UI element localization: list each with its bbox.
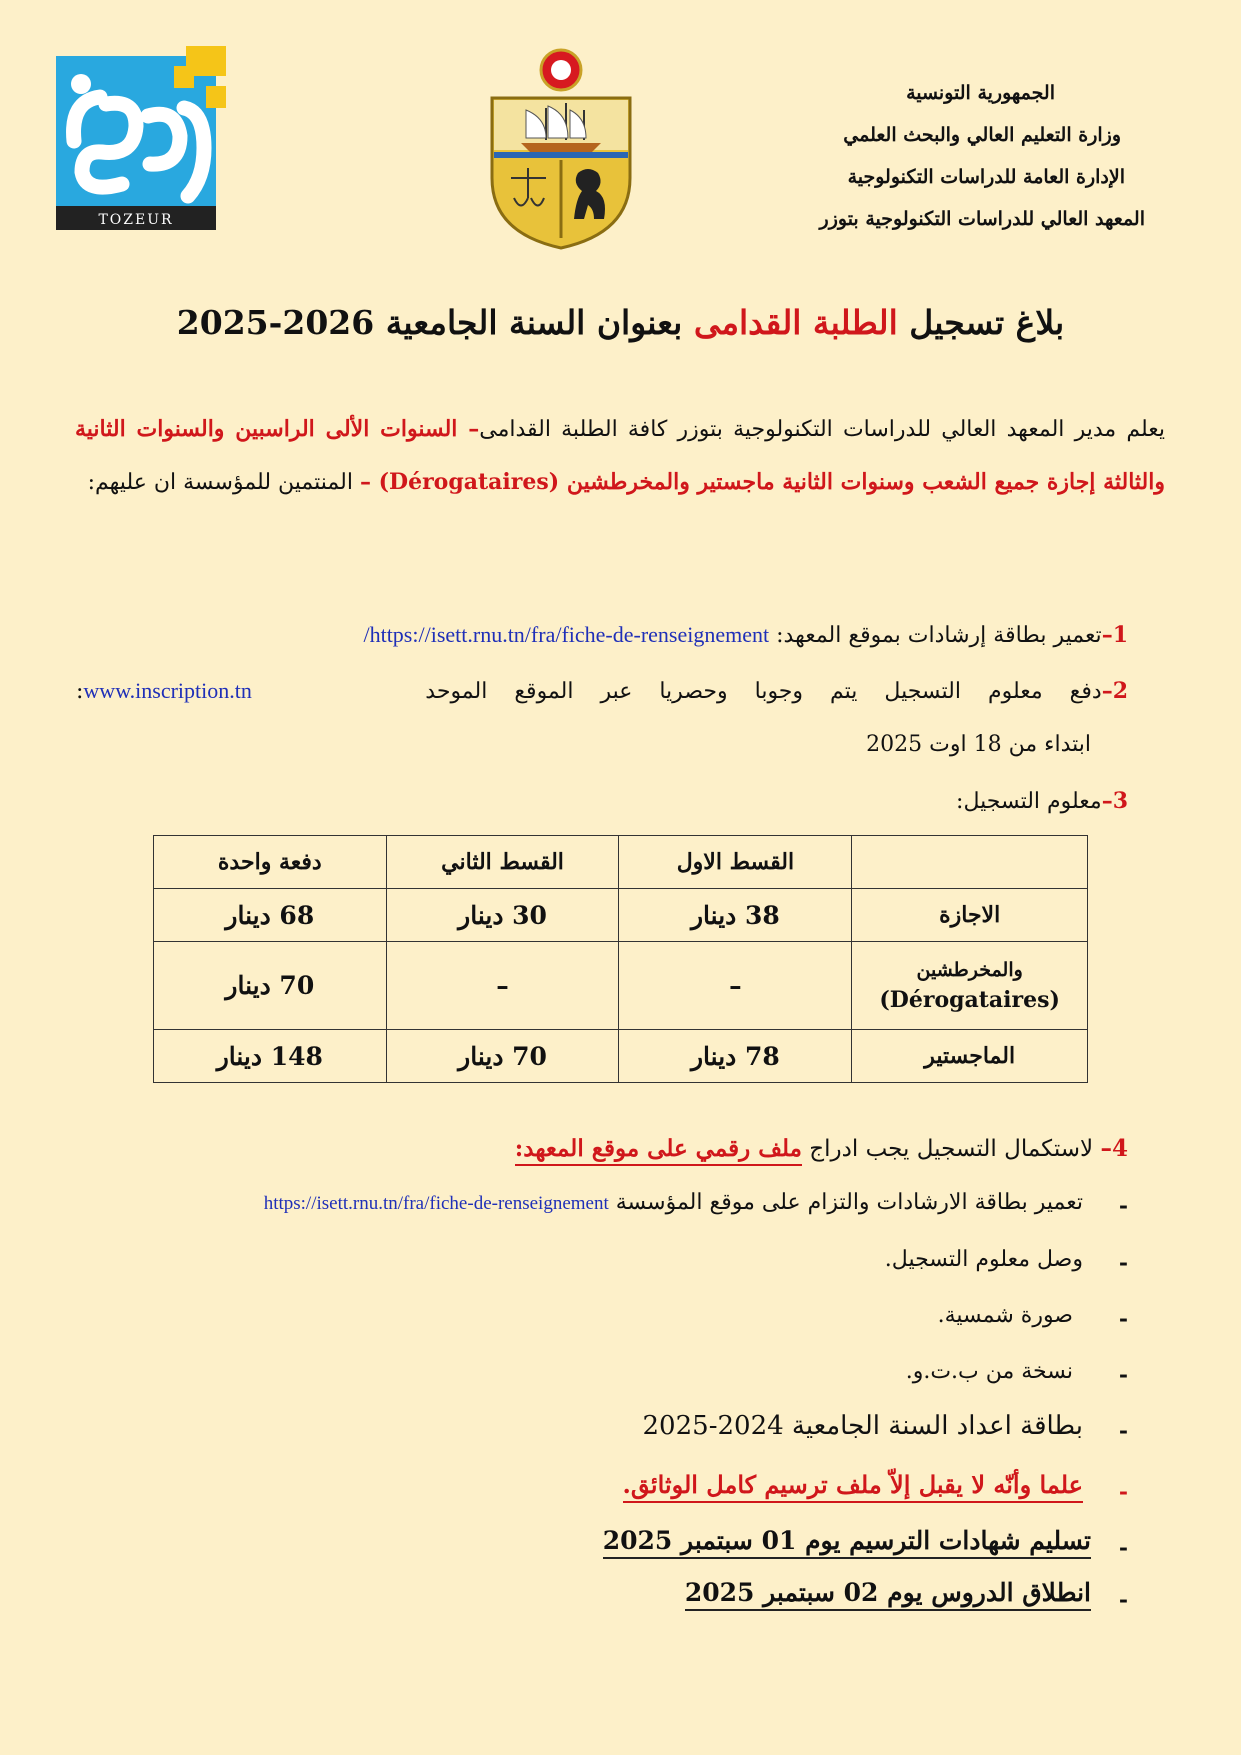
- fees-table: [153, 835, 1088, 1083]
- table-header-empty: [852, 836, 1088, 889]
- doc-1-link[interactable]: https://isett.rnu.tn/fra/fiche-de-renseignement: [263, 1193, 609, 1214]
- row-label-derogataires-ar: والمخرطشين: [916, 958, 1023, 981]
- header-institute: المعهد العالي للدراسات التكنولوجية بتوزر: [819, 208, 1145, 230]
- cell-licence-first: 38 دينار: [619, 889, 852, 942]
- bullet-dash: -: [1118, 1362, 1128, 1388]
- table-row: [154, 889, 1088, 942]
- doc-5: بطاقة اعداد السنة الجامعية 2024-2025: [642, 1411, 1083, 1441]
- cell-master-first: 78 دينار: [619, 1030, 852, 1083]
- cell-derog-second: –: [386, 942, 619, 1030]
- bullet-dash: -: [1118, 1306, 1128, 1332]
- header-directorate: الإدارة العامة للدراسات التكنولوجية: [847, 166, 1125, 188]
- step-4: [515, 1135, 1128, 1162]
- step-2-colon: :: [76, 679, 84, 704]
- step-2-number: 2–: [1101, 678, 1128, 704]
- bullet-dash: -: [1118, 1418, 1128, 1444]
- row-label-derogataires-fr: (Dérogataires): [879, 986, 1060, 1013]
- row-label-master: الماجستير: [852, 1030, 1088, 1083]
- step-2-date: ابتداء من 18 اوت 2025: [866, 732, 1091, 757]
- table-row: [154, 1030, 1088, 1083]
- table-header-second: القسط الثاني: [386, 836, 619, 889]
- note-complete-file: علما وأنّه لا يقبل إلاّ ملف ترسيم كامل الوثائق.: [623, 1470, 1083, 1503]
- bullet-dash: -: [1118, 1193, 1128, 1219]
- intro-part2: – السنوات الألى الراسبين والسنوات الثانية والثالثة إجازة جميع الشعب وسنوات الثانية ماجستير والمخرطشين (Dérogataires) –: [75, 416, 1165, 495]
- doc-1-text: تعمير بطاقة الارشادات والتزام على موقع المؤسسة: [608, 1190, 1083, 1215]
- table-row: [154, 942, 1088, 1030]
- cell-master-second: 70 دينار: [386, 1030, 619, 1083]
- step-1-text: تعمير بطاقة إرشادات بموقع المعهد:: [769, 623, 1102, 648]
- bullet-dash: -: [1118, 1479, 1128, 1505]
- cell-master-single: 148 دينار: [154, 1030, 387, 1083]
- step-4-number: 4–: [1100, 1135, 1128, 1162]
- step-3-number: 3–: [1101, 788, 1128, 814]
- bullet-dash: -: [1118, 1587, 1128, 1613]
- table-header-row: [154, 836, 1088, 889]
- step-2-link[interactable]: www.inscription.tn: [83, 678, 252, 703]
- doc-4: نسخة من ب.ت.و.: [905, 1359, 1073, 1384]
- bullet-dash: -: [1118, 1535, 1128, 1561]
- step-1: [363, 622, 1128, 648]
- cell-licence-single: 68 دينار: [154, 889, 387, 942]
- cell-derog-single: 70 دينار: [154, 942, 387, 1030]
- step-2-text: دفع معلوم التسجيل يتم وجوبا وحصريا عبر الموقع الموحد: [425, 679, 1102, 704]
- intro-part3: المنتمين للمؤسسة ان عليهم:: [87, 470, 360, 495]
- step-1-link[interactable]: https://isett.rnu.tn/fra/fiche-de-renseignement/: [363, 622, 770, 647]
- intro-part1: يعلم مدير المعهد العالي للدراسات التكنولوجية بتوزر كافة الطلبة القدامى: [479, 417, 1165, 442]
- row-label-licence: الاجازة: [852, 889, 1088, 942]
- step-2-url-line: [76, 678, 252, 704]
- step-3-text: معلوم التسجيل:: [956, 789, 1102, 814]
- table-header-single: دفعة واحدة: [154, 836, 387, 889]
- cell-licence-second: 30 دينار: [386, 889, 619, 942]
- step-4-highlight: ملف رقمي على موقع المعهد:: [515, 1135, 802, 1166]
- title-prefix: بلاغ تسجيل: [897, 303, 1065, 342]
- page-title: [0, 303, 1241, 342]
- header-ministry: وزارة التعليم العالي والبحث العلمي: [843, 124, 1121, 146]
- row-label-derogataires: [852, 942, 1088, 1030]
- doc-3: صورة شمسية.: [937, 1303, 1073, 1328]
- doc-1: [264, 1190, 1083, 1215]
- bullet-dash: -: [1118, 1250, 1128, 1276]
- cert-delivery-date: تسليم شهادات الترسيم يوم 01 سبتمبر 2025: [603, 1526, 1091, 1559]
- step-1-number: 1–: [1101, 622, 1128, 648]
- header-republic: الجمهورية التونسية: [906, 82, 1055, 104]
- cell-derog-first: –: [619, 942, 852, 1030]
- title-suffix: بعنوان السنة الجامعية 2026-2025: [176, 303, 694, 342]
- step-4-text: لاستكمال التسجيل يجب ادراج: [802, 1136, 1101, 1162]
- intro-paragraph: [75, 403, 1165, 509]
- title-highlight: الطلبة القدامى: [693, 303, 898, 342]
- step-3: [956, 788, 1128, 814]
- table-header-first: القسط الاول: [619, 836, 852, 889]
- doc-2: وصل معلوم التسجيل.: [884, 1247, 1083, 1272]
- classes-start-date: انطلاق الدروس يوم 02 سبتمبر 2025: [685, 1578, 1091, 1611]
- logo-caption: TOZEUR: [98, 212, 174, 228]
